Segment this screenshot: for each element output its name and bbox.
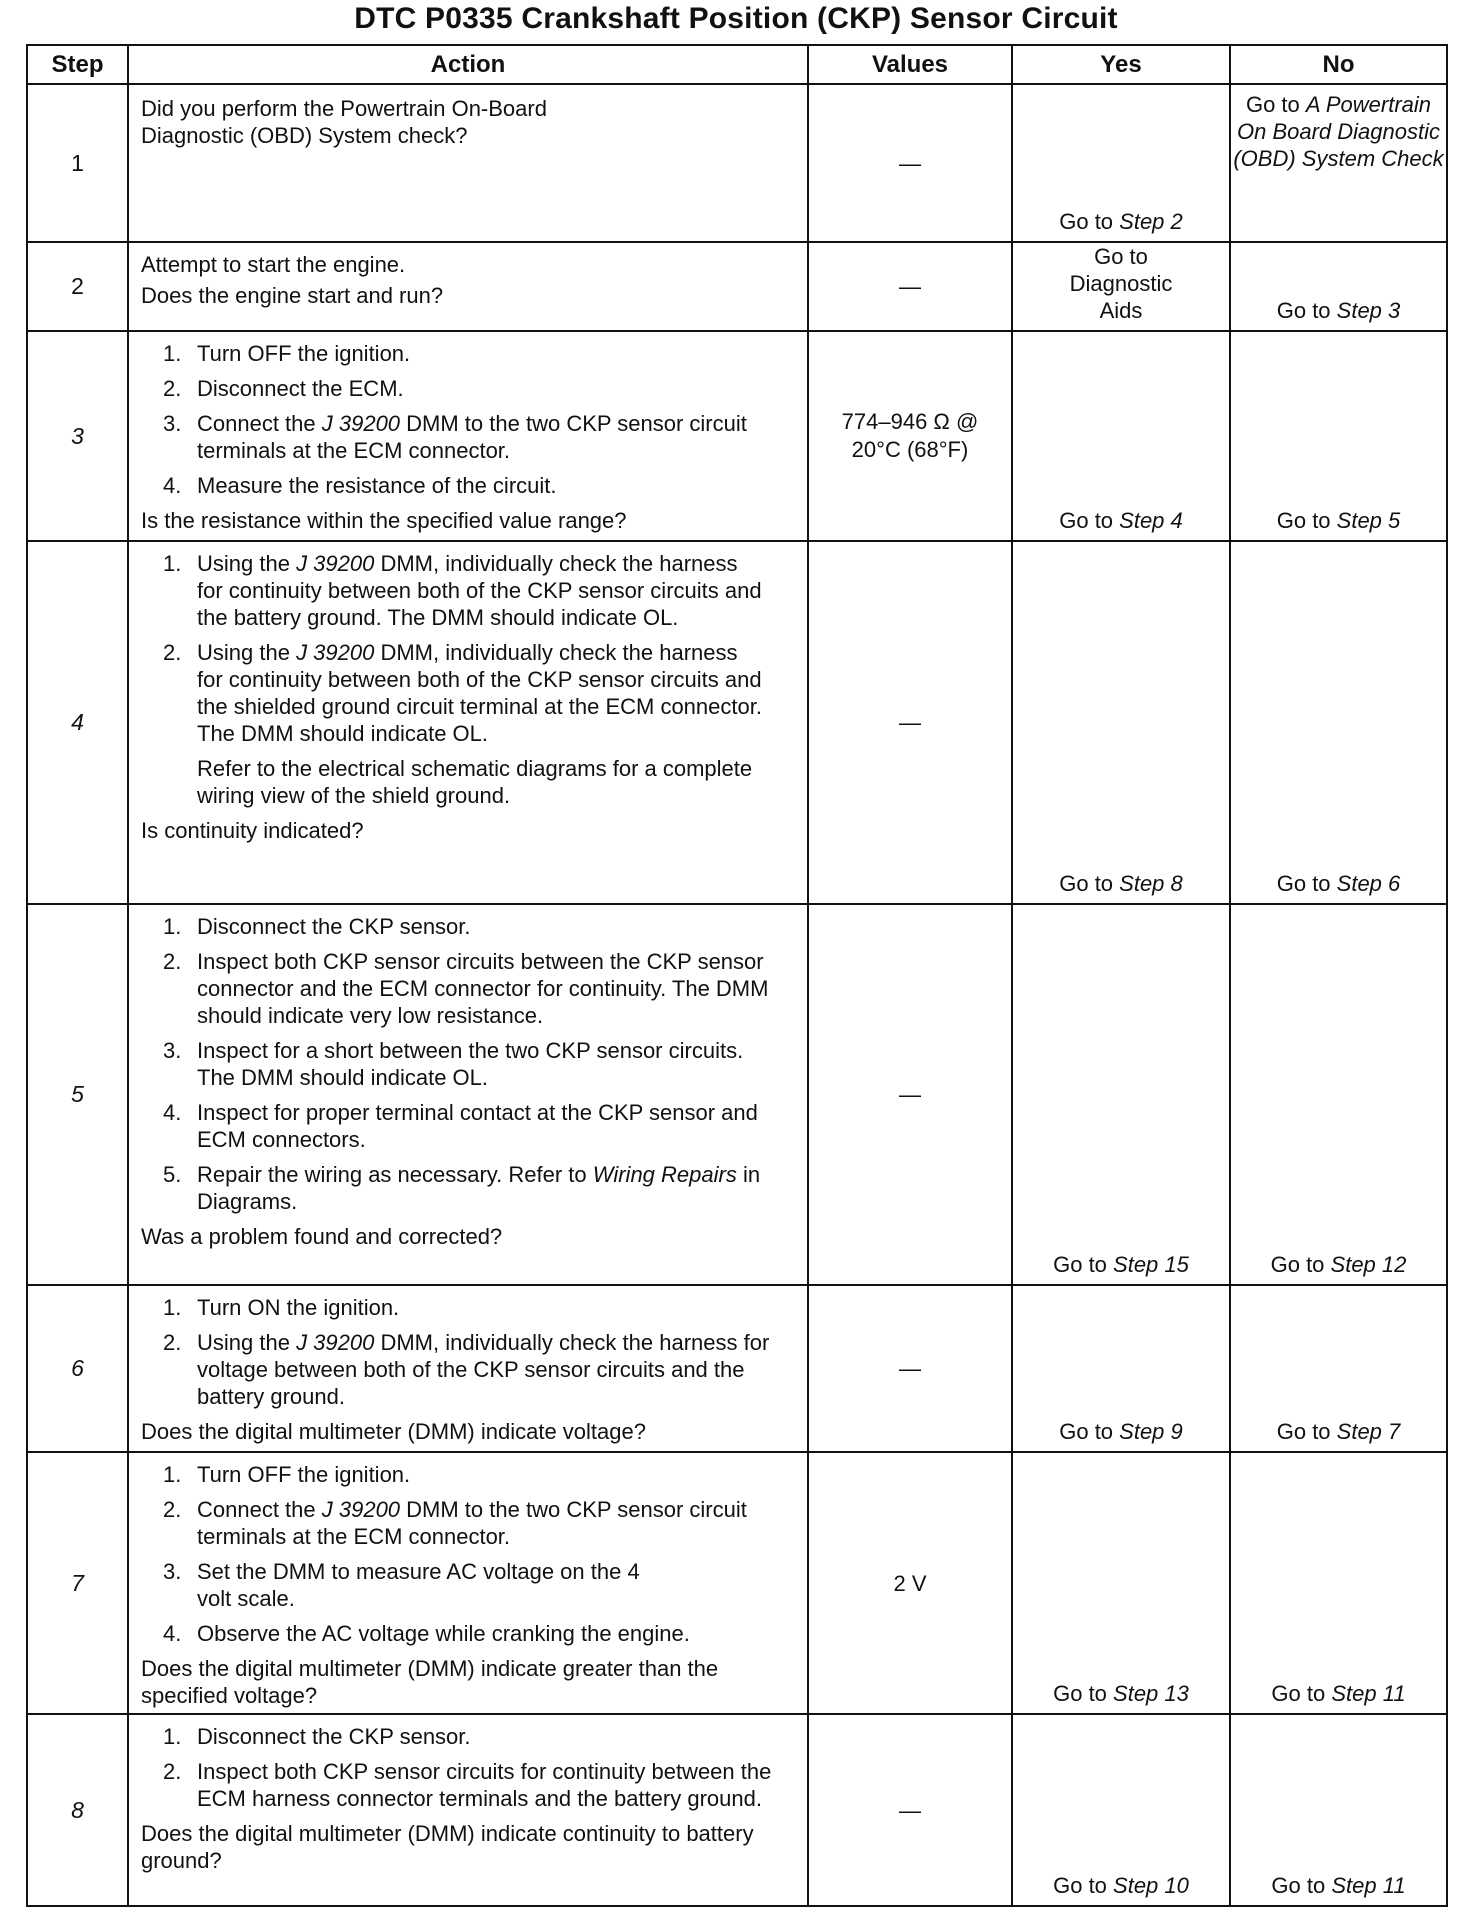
no-cell [1230,904,1447,1285]
no-cell [1230,1285,1447,1452]
header-values: Values [808,45,1012,84]
action-item: 2. Using the J 39200 DMM, individually check the harness for voltage between both of the CKP sensor circuits and the battery ground. [163,1330,770,1409]
no-step-ref: Step 11 [1331,1681,1406,1706]
header-step: Step [27,45,128,84]
step-number: 6 [27,1285,128,1452]
action-cell [128,904,808,1285]
action-cell [128,84,808,242]
header-row [27,45,1447,84]
action-item: 1. Disconnect the CKP sensor. [163,1724,471,1749]
no-step-ref: Step 11 [1331,1873,1406,1898]
no-cell [1230,84,1447,242]
yes-prefix: Go to [1053,1873,1114,1898]
no-step-ref: A Powertrain On Board Diagnostic (OBD) System Check [1233,92,1444,171]
table-row [27,331,1447,541]
no-prefix: Go to [1270,1252,1331,1277]
yes-cell [1012,84,1230,242]
header-no: No [1230,45,1447,84]
yes-prefix: Go to [1059,508,1120,533]
no-prefix: Go to [1245,92,1306,117]
action-item: 4. Inspect for proper terminal contact at the CKP sensor and ECM connectors. [163,1100,758,1152]
yes-step-ref: Step 15 [1113,1252,1189,1277]
page-title: DTC P0335 Crankshaft Position (CKP) Sensor Circuit [354,2,1118,35]
table-row [27,1285,1447,1452]
action-item: 4. Measure the resistance of the circuit. [163,473,557,498]
no-step-ref: Step 3 [1336,298,1401,323]
yes-cell [1012,331,1230,541]
diagnostic-table [26,44,1448,1907]
yes-prefix: Go to [1053,1681,1114,1706]
yes-prefix: Go to [1059,209,1120,234]
action-question: Is the resistance within the specified value range? [141,508,627,533]
no-cell [1230,331,1447,541]
action-item: 1. Disconnect the CKP sensor. [163,914,471,939]
yes-prefix: Go to [1053,1252,1114,1277]
yes-cell [1012,1714,1230,1906]
no-prefix: Go to [1271,1873,1332,1898]
action-question: Does the engine start and run? [141,283,444,308]
value-cell: 2 V [808,1452,1012,1714]
table-row [27,904,1447,1285]
action-item: 2. Inspect both CKP sensor circuits between the CKP sensor connector and the ECM connector for continuity. The DMM should indicate very low resistance. [163,949,769,1028]
no-step-ref: Step 6 [1336,871,1401,896]
yes-cell [1012,1452,1230,1714]
table-row [27,84,1447,242]
yes-step-ref: Step 13 [1113,1681,1189,1706]
no-cell [1230,541,1447,904]
yes-prefix: Go to [1059,1419,1120,1444]
no-cell [1230,1714,1447,1906]
no-cell [1230,1452,1447,1714]
action-list [141,913,797,1215]
no-prefix: Go to [1276,1419,1337,1444]
step-number: 2 [27,242,128,331]
action-list [141,1723,797,1812]
table-row [27,1714,1447,1906]
yes-cell [1012,904,1230,1285]
no-cell [1230,242,1447,331]
action-item: 2. Connect the J 39200 DMM to the two CKP sensor circuit terminals at the ECM connector. [163,1497,747,1549]
action-item: 1. Turn OFF the ignition. [163,1462,411,1487]
action-item: 1. Using the J 39200 DMM, individually check the harness for continuity between both of the CKP sensor circuits and the battery ground. The DMM should indicate OL. [163,551,762,630]
action-item: 2. Disconnect the ECM. [163,376,404,401]
no-prefix: Go to [1276,871,1337,896]
action-item: 4. Observe the AC voltage while cranking the engine. [163,1621,690,1646]
yes-cell [1012,1285,1230,1452]
table-row [27,242,1447,331]
yes-prefix: Go to Diagnostic Aids [1069,244,1173,323]
yes-step-ref: Step 2 [1119,209,1183,234]
action-list [141,550,797,809]
action-question: Did you perform the Powertrain On-Board Diagnostic (OBD) System check? [141,96,547,148]
action-note: Refer to the electrical schematic diagrams for a complete wiring view of the shield ground. [197,756,753,808]
step-number: 4 [27,541,128,904]
action-item: 3. Inspect for a short between the two CKP sensor circuits. The DMM should indicate OL. [163,1038,744,1090]
action-item: 3. Connect the J 39200 DMM to the two CKP sensor circuit terminals at the ECM connector. [163,411,747,463]
action-item: 2. Inspect both CKP sensor circuits for continuity between the ECM harness connector terminals and the battery ground. [163,1759,772,1811]
yes-cell [1012,242,1230,331]
yes-prefix: Go to [1059,871,1120,896]
action-question: Is continuity indicated? [141,818,364,843]
action-list [141,340,797,499]
action-item: 1. Turn ON the ignition. [163,1295,400,1320]
no-step-ref: Step 5 [1336,508,1401,533]
no-step-ref: Step 7 [1336,1419,1401,1444]
table-row [27,541,1447,904]
action-cell [128,1714,808,1906]
yes-step-ref: Step 8 [1119,871,1183,896]
header-action: Action [128,45,808,84]
action-item: 1. Turn OFF the ignition. [163,341,411,366]
value-cell: — [808,1285,1012,1452]
action-question: Does the digital multimeter (DMM) indicate continuity to battery ground? [141,1821,754,1873]
yes-step-ref: Step 10 [1113,1873,1189,1898]
yes-cell [1012,541,1230,904]
value-cell: — [808,242,1012,331]
no-prefix: Go to [1271,1681,1332,1706]
value-cell: — [808,904,1012,1285]
value-cell: — [808,84,1012,242]
value-cell: — [808,1714,1012,1906]
step-number: 1 [27,84,128,242]
action-list [141,1461,797,1647]
step-number: 8 [27,1714,128,1906]
action-question: Was a problem found and corrected? [141,1224,503,1249]
action-cell [128,331,808,541]
action-cell [128,242,808,331]
action-item: 5. Repair the wiring as necessary. Refer to Wiring Repairs in Diagrams. [163,1162,761,1214]
action-cell [128,1452,808,1714]
action-list [141,1294,797,1410]
value-cell: — [808,541,1012,904]
table-row [27,1452,1447,1714]
no-step-ref: Step 12 [1330,1252,1407,1277]
action-question: Does the digital multimeter (DMM) indicate greater than the specified voltage? [141,1656,719,1708]
yes-step-ref: Step 4 [1119,508,1183,533]
action-question: Does the digital multimeter (DMM) indicate voltage? [141,1419,646,1444]
action-cell [128,1285,808,1452]
action-item: 2. Using the J 39200 DMM, individually check the harness for continuity between both of the CKP sensor circuits and the shielded ground circuit terminal at the ECM connector. The DMM should indicate OL. Refer to the electrical schematic diagrams for a complete wiring view of the shield ground. [141,639,767,809]
action-cell [128,541,808,904]
action-intro: Attempt to start the engine. [141,252,406,277]
step-number: 3 [27,331,128,541]
no-prefix: Go to [1276,508,1337,533]
no-prefix: Go to [1276,298,1337,323]
value-cell: 774–946 Ω @ 20°C (68°F) [808,331,1012,541]
step-number: 7 [27,1452,128,1714]
action-item: 3. Set the DMM to measure AC voltage on the 4 volt scale. [163,1559,640,1611]
yes-step-ref: Step 9 [1119,1419,1183,1444]
header-yes: Yes [1012,45,1230,84]
step-number: 5 [27,904,128,1285]
